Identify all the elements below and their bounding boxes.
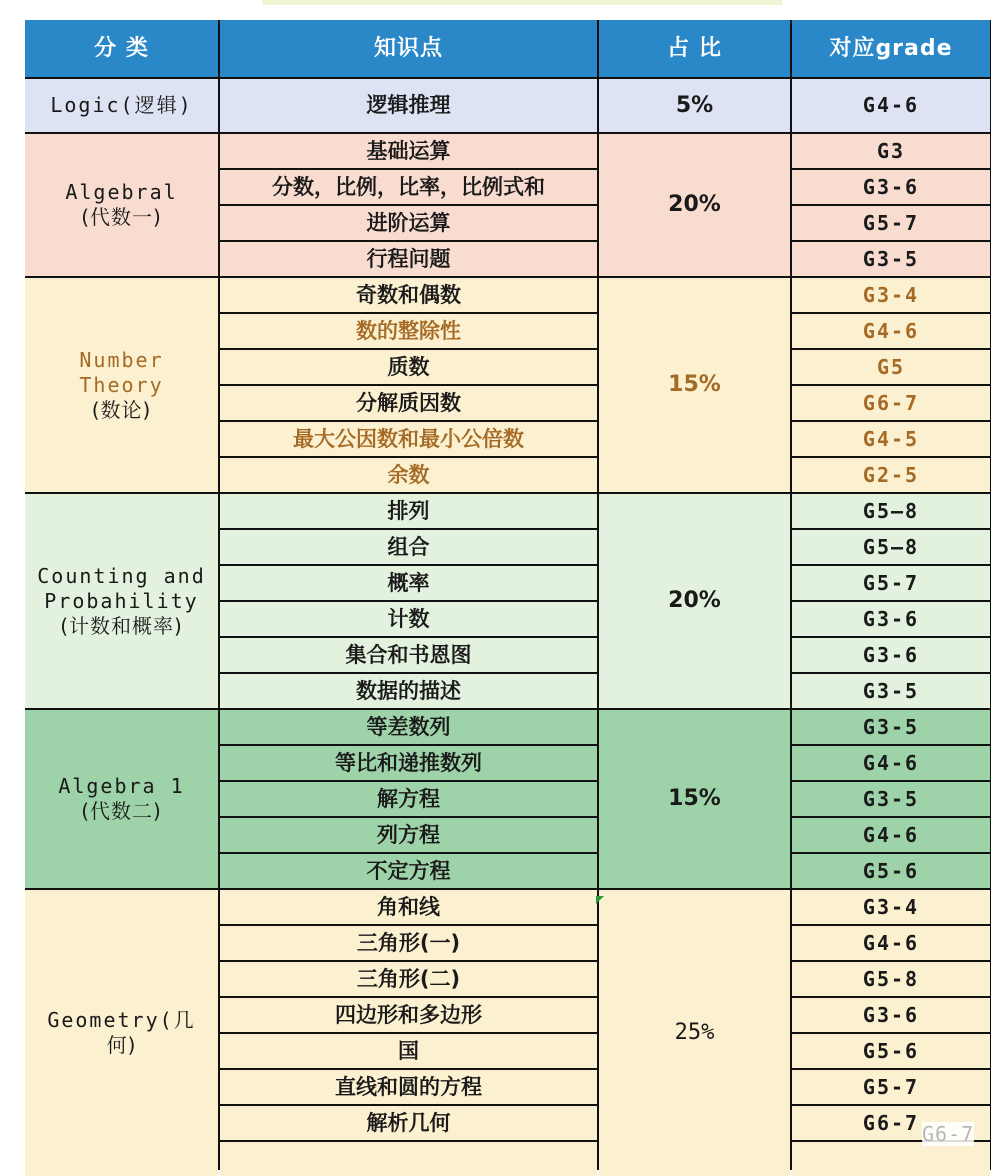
grade-cell (792, 386, 990, 420)
topic-cell (220, 79, 597, 132)
grade-text: G4-6 (862, 318, 920, 343)
topic-cell (220, 638, 597, 672)
top-decoration-strip (262, 0, 782, 5)
topic-cell (220, 386, 597, 420)
grade-text: G3-6 (862, 1002, 920, 1027)
grade-text: G3-6 (862, 606, 920, 631)
grade-cell (792, 494, 990, 528)
grade-text: G5—8 (862, 498, 920, 523)
topic-cell (220, 134, 597, 168)
topic-text: 排列 (387, 498, 430, 523)
category-line: (数论) (91, 397, 152, 422)
topic-text: 质数 (387, 354, 430, 379)
grade-text: G4-5 (862, 426, 920, 451)
grade-text: G6-7 (862, 390, 920, 415)
category-line: Probahility (44, 588, 199, 613)
category-cell-logic (25, 79, 218, 132)
percent-cell-algebra1: 15% (599, 710, 790, 888)
category-line: Counting and (37, 563, 206, 588)
topic-cell (220, 242, 597, 276)
topic-cell (220, 1106, 597, 1140)
topic-text: 逻辑推理 (366, 93, 451, 118)
topic-text: 计数 (387, 606, 430, 631)
grade-text: G3-4 (862, 894, 920, 919)
topic-text: 直线和圆的方程 (335, 1074, 482, 1099)
grade-cell (792, 314, 990, 348)
category-cell-algebral (25, 134, 218, 276)
topic-cell (220, 890, 597, 924)
topic-cell (220, 206, 597, 240)
grade-cell (792, 566, 990, 600)
grade-text: G2-5 (862, 462, 920, 487)
grade-cell (792, 890, 990, 924)
grade-text: G5-6 (862, 858, 920, 883)
topic-cell (220, 782, 597, 816)
grade-cell (792, 602, 990, 636)
topic-text: 集合和书恩图 (345, 642, 472, 667)
grade-text: G3 (876, 138, 906, 163)
topic-cell (220, 710, 597, 744)
topic-cell (220, 602, 597, 636)
topic-cell (220, 926, 597, 960)
percent-cell-logic: 5% (599, 79, 790, 132)
topic-text: 三角形(一) (356, 930, 461, 955)
grade-text: G6-7 (862, 1110, 920, 1135)
topic-text: 最大公因数和最小公倍数 (293, 426, 524, 451)
category-line: 何) (106, 1033, 137, 1057)
grade-cell (792, 998, 990, 1032)
grade-cell (792, 530, 990, 564)
category-cell-counting (25, 494, 218, 708)
grade-cell (792, 674, 990, 708)
category-line: (代数一) (81, 205, 162, 229)
topic-cell (220, 962, 597, 996)
knowledge-table (25, 20, 991, 1170)
topic-cell (220, 566, 597, 600)
topic-text: 分数，比例，比率，比例式和 (272, 174, 545, 199)
overlay-grade-text: G6-7 (922, 1122, 975, 1146)
grade-cell (792, 79, 990, 132)
topic-cell (220, 278, 597, 312)
category-line: Theory (79, 372, 164, 397)
grade-cell (792, 1070, 990, 1104)
percent-cell-counting: 20% (599, 494, 790, 708)
topic-cell (220, 1070, 597, 1104)
category-cell-geometry (25, 890, 218, 1176)
grade-cell (792, 782, 990, 816)
topic-text: 行程问题 (366, 246, 451, 271)
topic-text: 数据的描述 (356, 678, 461, 703)
grade-text: G3-5 (862, 246, 920, 271)
header-grade: 对应grade (792, 20, 990, 77)
category-line: Algebral (65, 180, 178, 204)
grade-text: G5—8 (862, 534, 920, 559)
category-line: Algebra 1 (58, 774, 185, 798)
grade-text: G5-7 (862, 210, 920, 235)
topic-cell (220, 674, 597, 708)
topic-text: 基础运算 (366, 138, 451, 163)
topic-text: 角和线 (377, 894, 440, 919)
grade-text: G4-6 (862, 930, 920, 955)
topic-text: 奇数和偶数 (356, 282, 461, 307)
topic-cell (220, 494, 597, 528)
grade-text: G5-7 (862, 1074, 920, 1099)
topic-text: 解析几何 (366, 1110, 451, 1135)
topic-text: 数的整除性 (356, 318, 461, 343)
topic-cell (220, 458, 597, 492)
topic-text: 等比和递推数列 (335, 750, 482, 775)
topic-cell (220, 530, 597, 564)
category-line: (代数二) (81, 799, 162, 823)
category-cell-number_theory (25, 278, 218, 492)
topic-cell (220, 746, 597, 780)
grade-text: G4-6 (862, 822, 920, 847)
grade-cell (792, 818, 990, 852)
grade-cell (792, 854, 990, 888)
topic-cell (220, 998, 597, 1032)
topic-text: 四边形和多边形 (335, 1002, 482, 1027)
grade-text: G3-6 (862, 174, 920, 199)
grade-cell (792, 350, 990, 384)
category-line: Geometry(几 (47, 1008, 196, 1032)
header-topic: 知识点 (220, 20, 597, 77)
percent-cell-geometry: 25% (599, 890, 790, 1176)
grade-cell (792, 638, 990, 672)
grade-cell (792, 1142, 990, 1176)
topic-text: 分解质因数 (356, 390, 461, 415)
grade-cell (792, 242, 990, 276)
grade-cell (792, 170, 990, 204)
grade-cell (792, 422, 990, 456)
topic-cell (220, 314, 597, 348)
grade-text: G5-6 (862, 1038, 920, 1063)
topic-cell (220, 818, 597, 852)
topic-cell (220, 422, 597, 456)
header-category: 分 类 (25, 20, 218, 77)
topic-cell (220, 350, 597, 384)
grade-cell (792, 206, 990, 240)
grade-text: G3-5 (862, 714, 920, 739)
topic-cell (220, 170, 597, 204)
grade-text: G4-6 (862, 750, 920, 775)
grade-cell (792, 926, 990, 960)
topic-text: 组合 (387, 534, 430, 559)
category-cell-algebra1 (25, 710, 218, 888)
topic-text: 等差数列 (366, 714, 451, 739)
topic-text: 解方程 (377, 786, 440, 811)
grade-text: G3-6 (862, 642, 920, 667)
topic-cell (220, 1142, 597, 1176)
grade-cell (792, 962, 990, 996)
grade-text: G5-8 (862, 966, 920, 991)
topic-text: 进阶运算 (366, 210, 451, 235)
percent-cell-algebral: 20% (599, 134, 790, 276)
grade-cell (792, 458, 990, 492)
grade-cell (792, 746, 990, 780)
header-percent: 占 比 (599, 20, 790, 77)
grade-text: G5 (876, 354, 906, 379)
grade-text: G3-5 (862, 786, 920, 811)
topic-text: 余数 (387, 462, 430, 487)
topic-text: 列方程 (377, 822, 440, 847)
cell-corner-marker (596, 896, 604, 904)
topic-text: 国 (398, 1038, 419, 1063)
topic-text: 三角形(二) (356, 966, 461, 991)
category-line: Number (79, 347, 164, 372)
percent-cell-number_theory: 15% (599, 278, 790, 492)
topic-text: 不定方程 (366, 858, 451, 883)
grade-text: G4-6 (862, 93, 920, 117)
grade-text: G5-7 (862, 570, 920, 595)
grade-cell (792, 1034, 990, 1068)
category-line: Logic(逻辑) (50, 93, 193, 117)
grade-cell (792, 710, 990, 744)
topic-text: 概率 (387, 570, 430, 595)
category-line: (计数和概率) (60, 613, 183, 638)
topic-cell (220, 854, 597, 888)
topic-cell (220, 1034, 597, 1068)
grade-text: G3-4 (862, 282, 920, 307)
grade-cell (792, 278, 990, 312)
grade-text: G3-5 (862, 678, 920, 703)
grade-cell (792, 134, 990, 168)
